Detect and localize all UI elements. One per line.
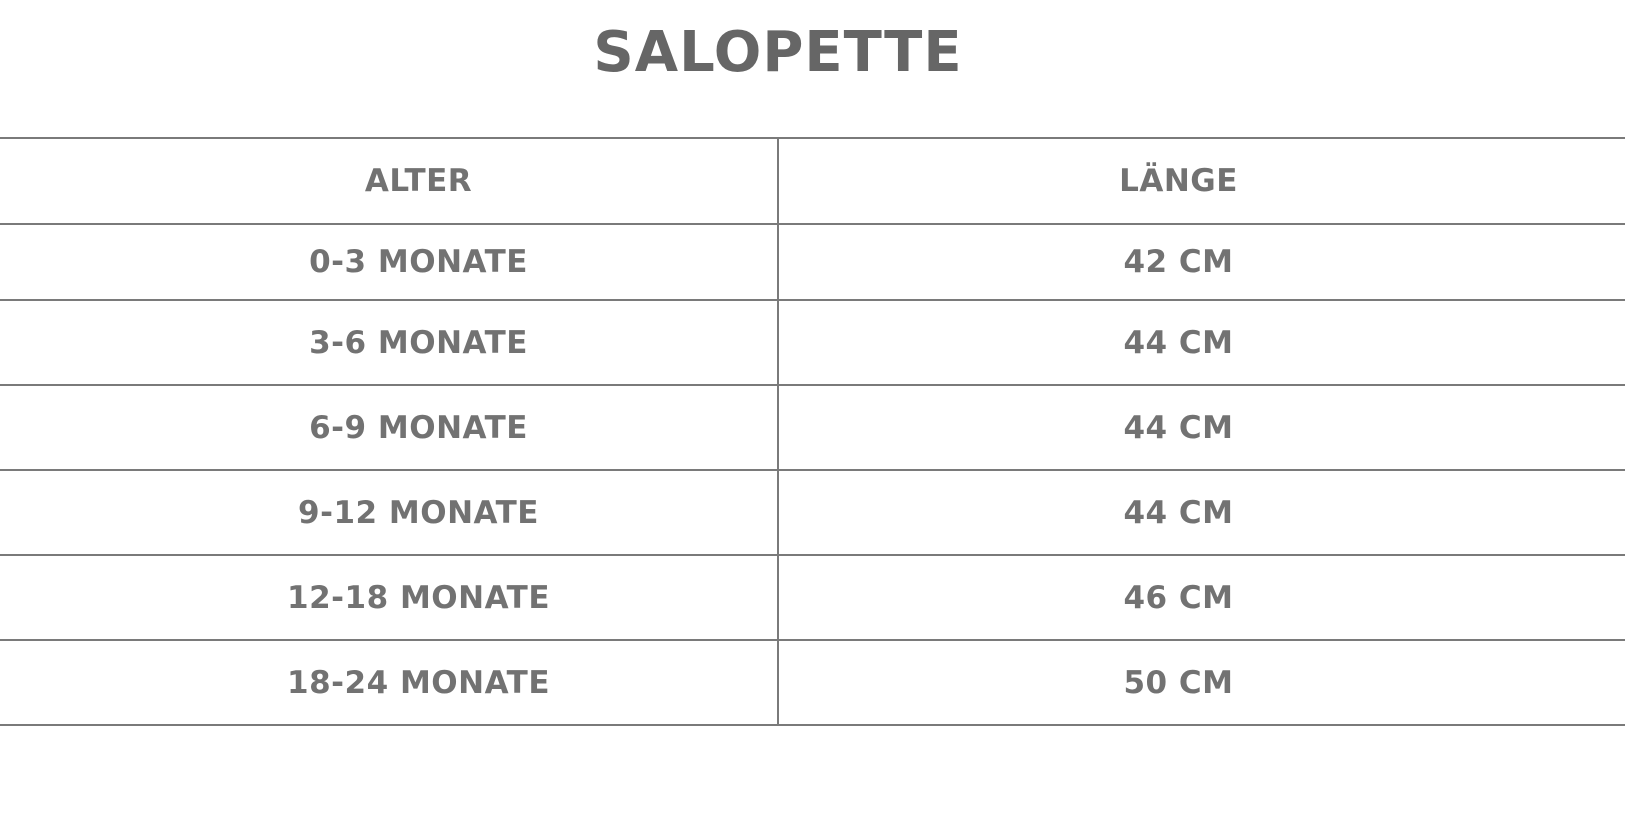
cell-length: 44 CM (1123, 324, 1234, 361)
cell-length: 46 CM (1123, 579, 1234, 616)
cell-length: 50 CM (1123, 664, 1234, 701)
header-laenge: LÄNGE (1119, 163, 1238, 199)
cell-age: 12-18 MONATE (0, 556, 779, 639)
table-row (0, 641, 1625, 726)
cell-age: 6-9 MONATE (0, 386, 779, 469)
table-row (0, 471, 1625, 556)
size-table (0, 137, 1625, 726)
table-header-row (0, 139, 1625, 225)
page-title: SALOPETTE (593, 20, 963, 85)
cell-age: 9-12 MONATE (0, 471, 779, 554)
table-row (0, 301, 1625, 386)
table-row (0, 386, 1625, 471)
cell-age: 0-3 MONATE (0, 225, 779, 299)
table-row (0, 556, 1625, 641)
header-alter: ALTER (0, 139, 779, 223)
cell-length: 44 CM (1123, 494, 1234, 531)
cell-age: 3-6 MONATE (0, 301, 779, 384)
cell-length: 44 CM (1123, 409, 1234, 446)
table-row (0, 225, 1625, 301)
cell-length: 42 CM (1123, 244, 1234, 280)
cell-age: 18-24 MONATE (0, 641, 779, 724)
